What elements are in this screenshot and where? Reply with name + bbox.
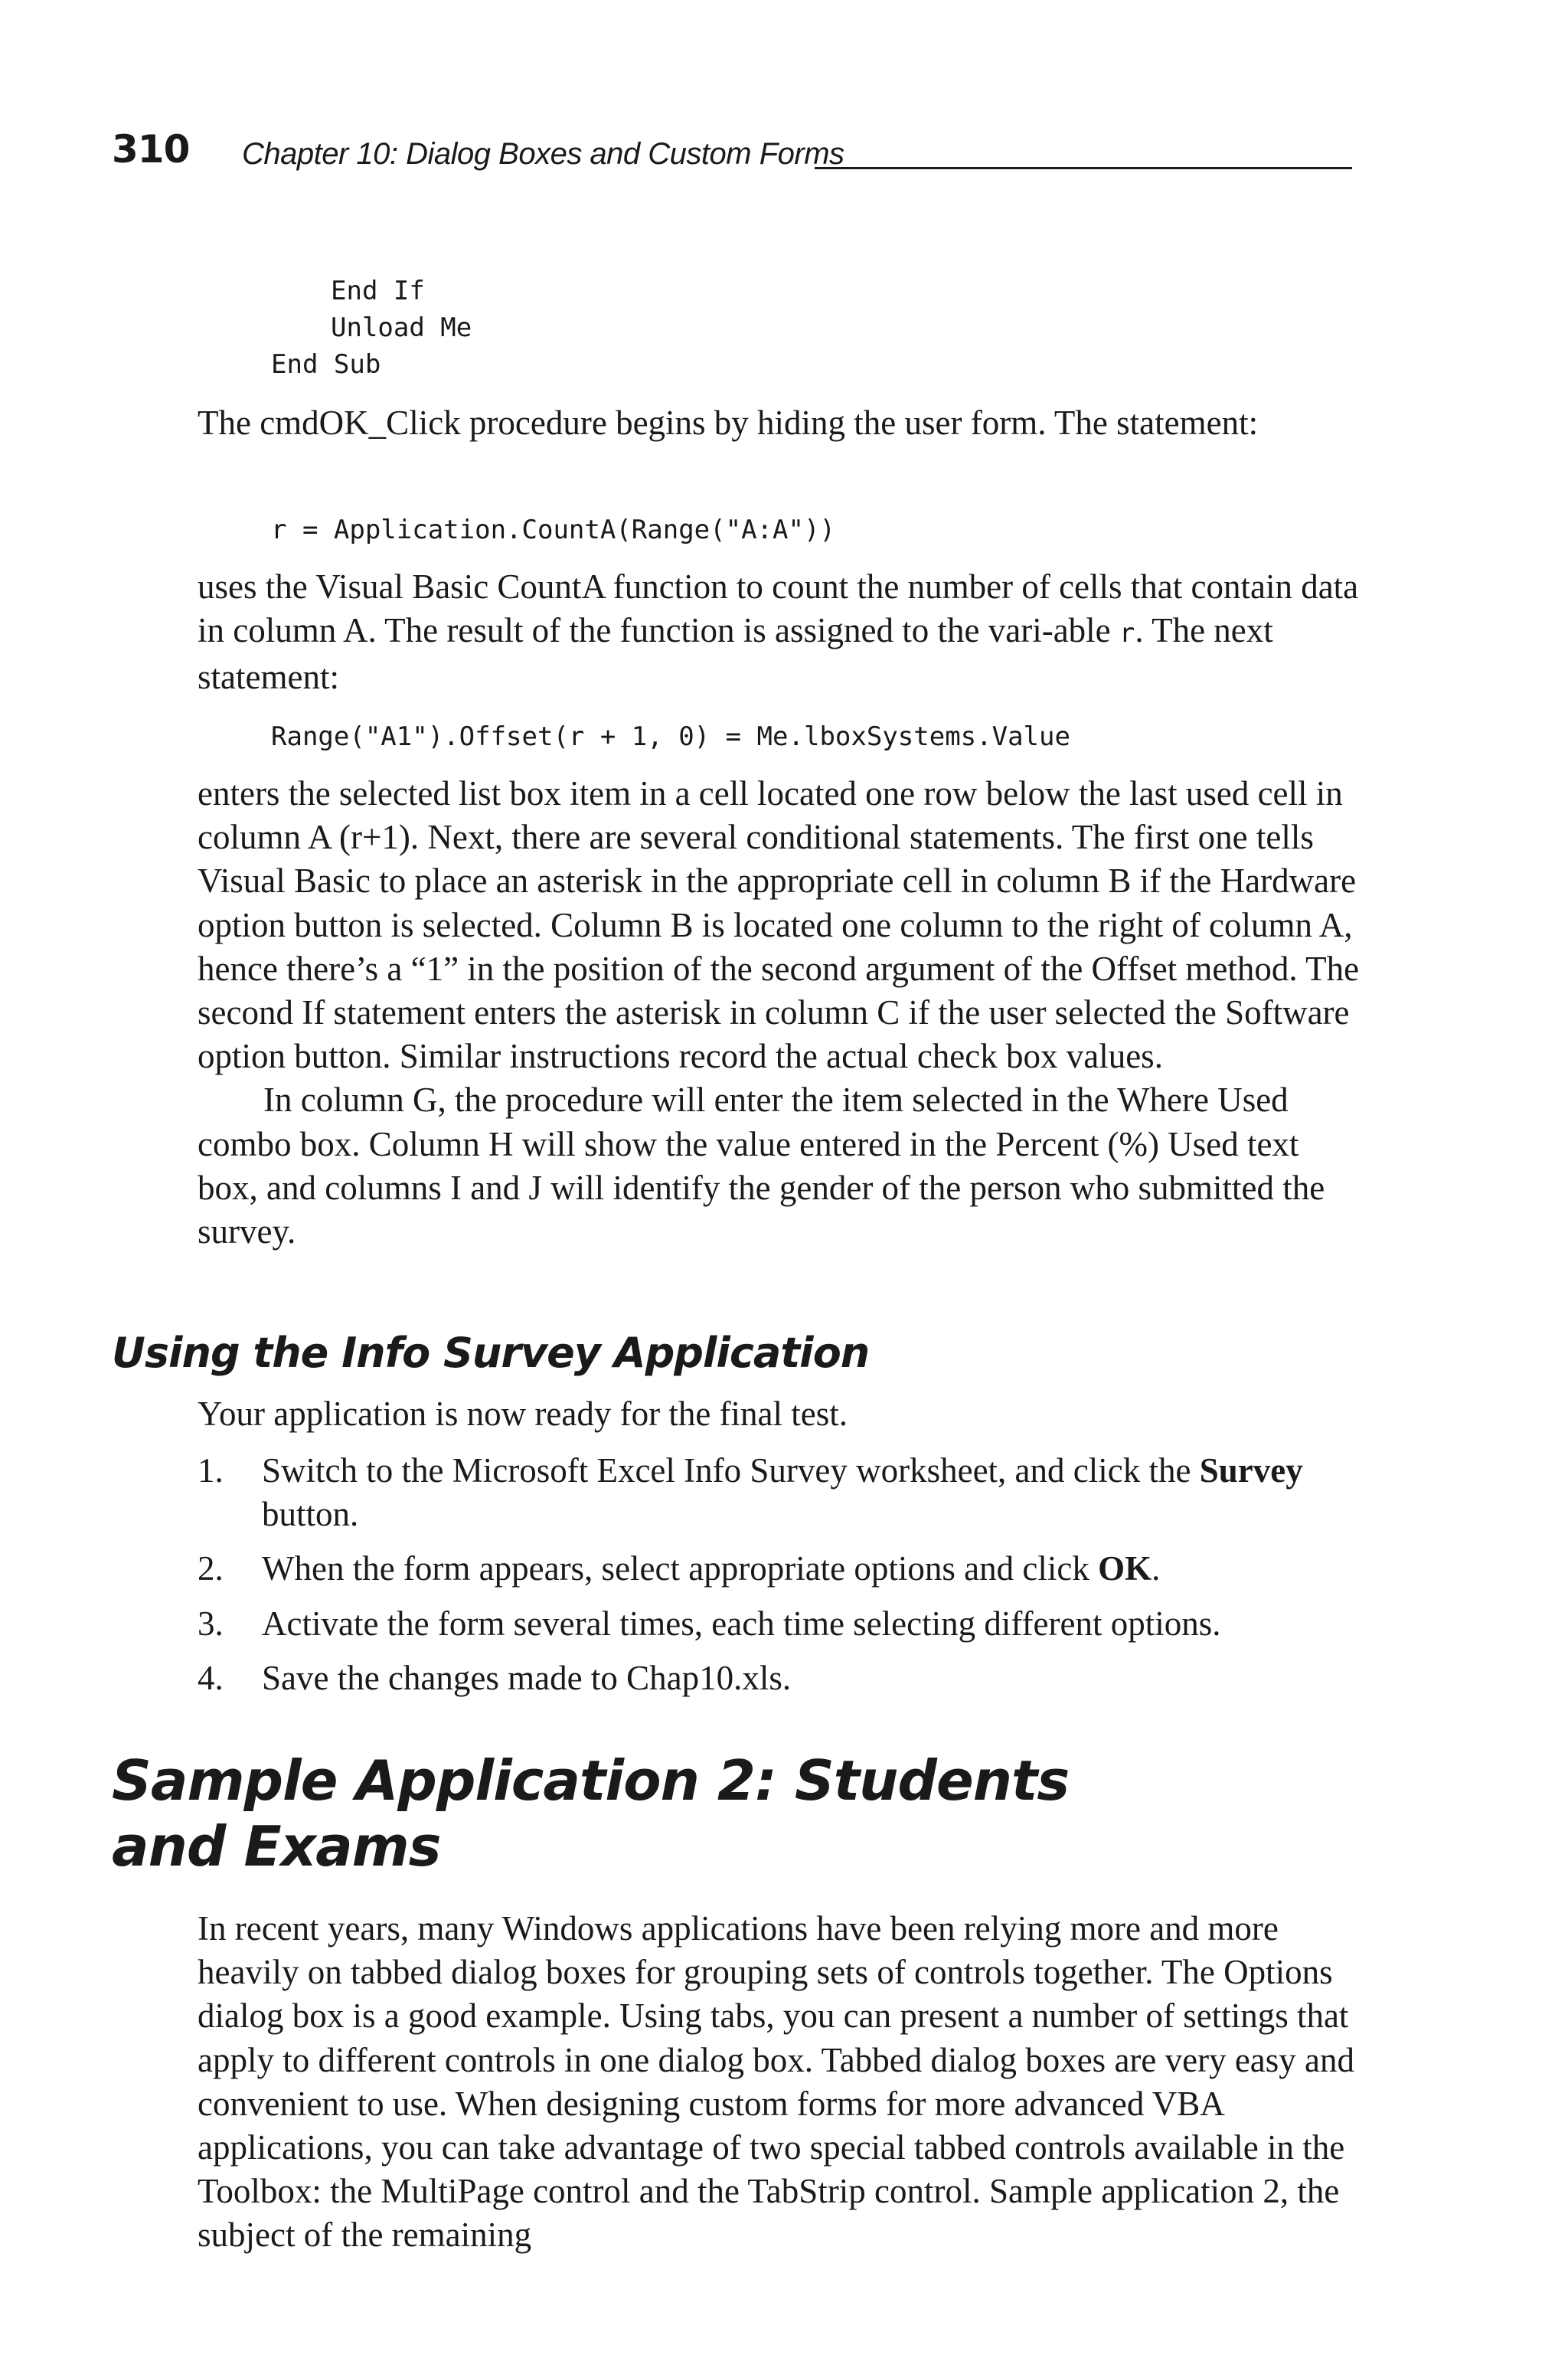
- paragraph-intro: [198, 401, 1361, 445]
- paragraph-tabbed: [198, 1907, 1361, 2258]
- list-item: [198, 1656, 1361, 1700]
- code-block-end: [271, 273, 472, 383]
- paragraph-text: In column G, the procedure will enter the item selected in the Where Used combo box. Column H will show the value entered in the Percent (%) Used text box, and columns I and J will identify the gender of the person who submitted the survey.: [198, 1081, 1325, 1251]
- step-text: button.: [262, 1495, 359, 1534]
- list-item: [198, 1602, 1361, 1646]
- header-rule: [815, 167, 1352, 169]
- paragraph-text: enters the selected list box item in a cell located one row below the last used cell in column A (r+1). Next, there are several conditional statements. The first one tells Visual Basic to place an asterisk in the appropriate cell in column B if the Hardware option button is selected. Column B is located one column to the right of column A, hence there’s a “1” in the position of the second argument of the Offset method. The second If statement enters the asterisk in column C if the user selected the Software option button. Similar instructions record the actual check box values.: [198, 774, 1360, 1076]
- step-text: Switch to the Microsoft Excel Info Survey worksheet, and click the: [262, 1451, 1200, 1490]
- step-number: 4.: [198, 1658, 224, 1697]
- paragraph-offset: [198, 772, 1361, 1254]
- step-bold-text: OK: [1098, 1549, 1152, 1588]
- page-header: [112, 123, 1352, 176]
- heading-line: Sample Application 2: Students: [112, 1748, 1070, 1813]
- step-text: When the form appears, select appropriate options and click: [262, 1549, 1099, 1588]
- step-text: Save the changes made to Chap10.xls.: [262, 1658, 792, 1697]
- paragraph-ready: [198, 1392, 1361, 1436]
- code-line: End Sub: [271, 349, 381, 380]
- paragraph-counta: [198, 565, 1361, 700]
- page-number: 310: [112, 127, 190, 172]
- inline-code-r: r: [1119, 618, 1135, 649]
- paragraph-text: The cmdOK_Click procedure begins by hiding the user form. The statement:: [198, 404, 1259, 442]
- major-heading: [112, 1748, 1069, 1879]
- code-line: Range("A1").Offset(r + 1, 0) = Me.lboxSystems.Value: [271, 721, 1070, 752]
- step-text: Activate the form several times, each time selecting different options.: [262, 1604, 1221, 1643]
- paragraph-text: In recent years, many Windows applications have been relying more and more heavily on tabbed dialog boxes for grouping sets of controls together. The Options dialog box is a good example. Using tabs, you can present a number of settings that apply to different controls in one dialog box. Tabbed dialog boxes are very easy and convenient to use. When designing custom forms for more advanced VBA applications, you can take advantage of two special tabbed controls available in the Toolbox: the MultiPage control and the TabStrip control. Sample application 2, the subject of the remaining: [198, 1909, 1355, 2255]
- heading-line: and Exams: [112, 1814, 441, 1879]
- step-list: [198, 1449, 1361, 1711]
- paragraph-text: Your application is now ready for the final test.: [198, 1395, 848, 1433]
- step-bold-text: Survey: [1199, 1451, 1303, 1490]
- code-line: Unload Me: [331, 312, 472, 343]
- list-item: [198, 1449, 1361, 1536]
- step-text: .: [1152, 1549, 1161, 1588]
- code-line: r = Application.CountA(Range("A:A")): [271, 515, 835, 545]
- running-head: Chapter 10: Dialog Boxes and Custom Forms: [242, 137, 844, 171]
- code-line: End If: [331, 276, 425, 306]
- section-heading: Using the Info Survey Application: [112, 1329, 870, 1377]
- paragraph-text: . The next statement:: [198, 611, 1273, 697]
- step-number: 3.: [198, 1604, 224, 1643]
- paragraph-text: uses the Visual Basic CountA function to count the number of cells that contain data in column A. The result of the function is assigned to the vari-able: [198, 567, 1359, 650]
- step-number: 2.: [198, 1549, 224, 1588]
- list-item: [198, 1547, 1361, 1591]
- code-statement-offset: [271, 718, 1070, 755]
- code-statement-counta: [271, 512, 835, 548]
- step-number: 1.: [198, 1451, 224, 1490]
